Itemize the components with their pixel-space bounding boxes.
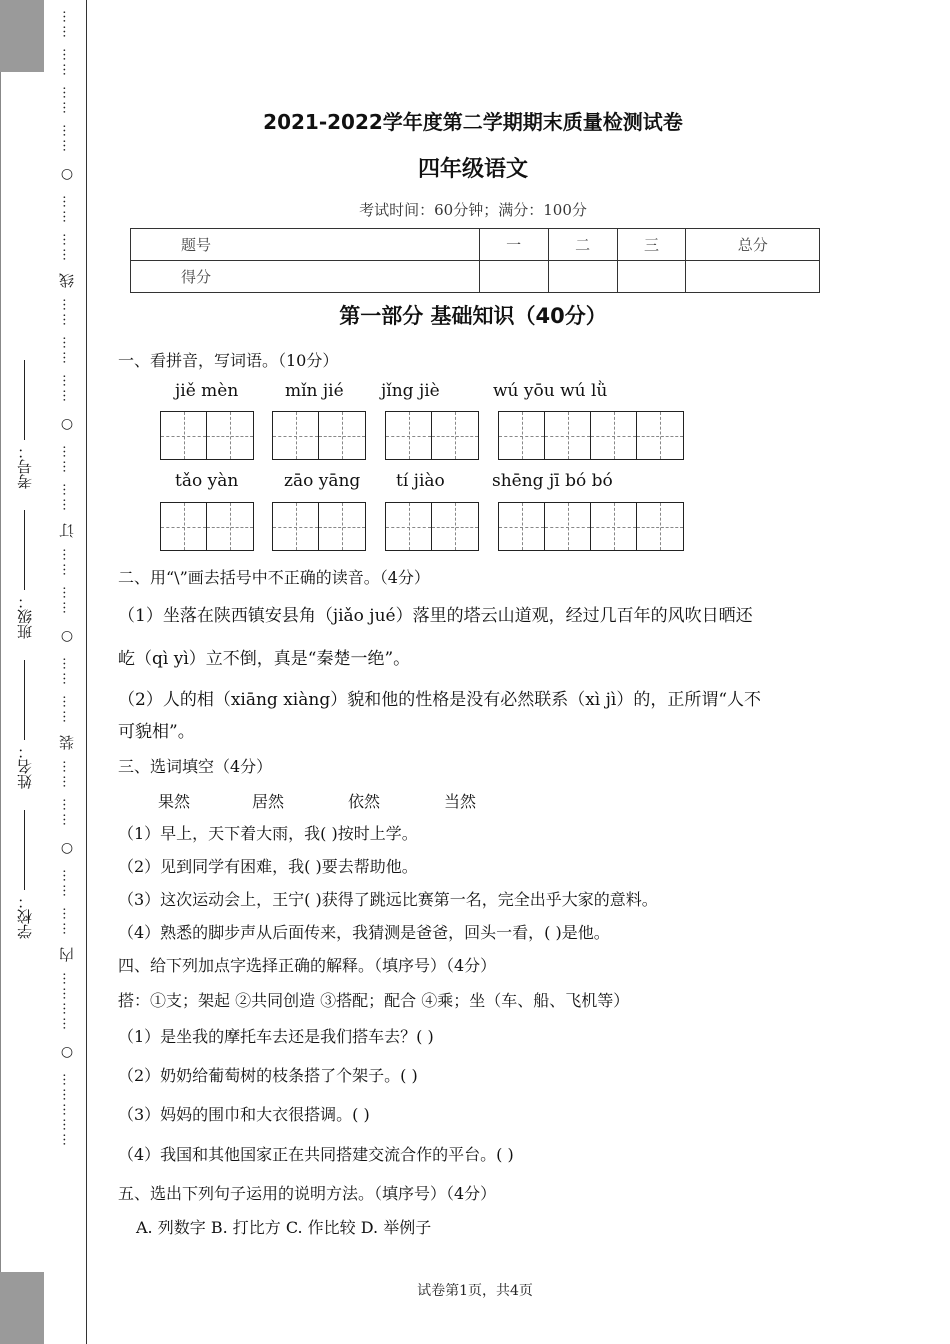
exam-info: 考试时间：60分钟；满分：100分 [359,201,587,219]
q4-sentence: （2）奶奶给葡萄树的枝条搭了个架子。( ) [118,1066,418,1085]
q5-title: 五、选出下列句子运用的说明方法。（填序号）（4分） [118,1184,497,1203]
student-info-fields [14,360,42,960]
seal-circle: ○ [60,166,74,182]
score-cell[interactable] [686,261,820,293]
q3-sentence: （1）早上，天下着大雨，我( )按时上学。 [118,824,418,843]
q3-sentence: （3）这次运动会上，王宁( )获得了跳远比赛第一名，完全出乎大家的意料。 [118,890,658,909]
word-choice: 果然 [158,792,191,811]
answer-grid[interactable] [160,502,254,551]
seal-mark-xian: 线 [57,273,76,288]
pinyin-label: zāo yāng [284,471,361,491]
binding-edge-line [86,0,87,1344]
score-header-cell: 二 [548,229,617,261]
answer-grid[interactable] [385,502,479,551]
pinyin-label: mǐn jié [285,381,344,401]
pinyin-label: jiě mèn [175,381,239,401]
field-underline [25,360,26,440]
score-cell[interactable] [479,261,548,293]
answer-grid[interactable] [498,502,684,551]
answer-grid[interactable] [272,502,366,551]
exam-subtitle: 四年级语文 [417,157,528,182]
q5-options: A. 列数字 B. 打比方 C. 作比较 D. 举例子 [136,1218,432,1237]
q4-sentence: （3）妈妈的围巾和大衣很搭调。( ) [118,1105,370,1124]
score-table [130,228,820,293]
pinyin-label: tǎo yàn [175,471,239,491]
field-name: 姓名： [14,660,35,789]
q2-title: 二、用“\”画去括号中不正确的读音。（4分） [118,568,430,587]
pinyin-label: shēng jī bó bó [492,471,613,491]
page-footer: 试卷第1页，共4页 [417,1283,533,1299]
q4-sentence: （1）是坐我的摩托车去还是我们搭车去？( ) [118,1027,434,1046]
q1-title: 一、看拼音，写词语。（10分） [118,351,339,370]
score-table-row [131,261,820,293]
pinyin-label: jǐng jiè [381,381,440,401]
score-cell[interactable] [548,261,617,293]
binding-strip [0,0,90,1344]
seal-circle: ○ [60,840,74,856]
seal-mark-zhuang: 装 [57,735,76,750]
answer-grid[interactable] [498,411,684,460]
field-class: 班级： [14,510,35,639]
pinyin-label: wú yōu wú lǜ [493,381,608,401]
word-choice: 当然 [444,792,477,811]
word-choice: 居然 [252,792,285,811]
answer-grid[interactable] [272,411,366,460]
exam-title: 2021-2022学年度第二学期期末质量检测试卷 [263,110,683,134]
q3-sentence: （4）熟悉的脚步声从后面传来，我猜测是爸爸，回头一看，( )是他。 [118,923,610,942]
seal-circle: ○ [60,416,74,432]
field-underline [25,810,26,890]
q2-sentence: （1）坐落在陕西镇安县角（jiǎo jué）落里的塔云山道观，经过几百年的风吹日晒还 [118,606,753,626]
q2-sentence: 可貌相”。 [118,722,195,742]
score-header-cell: 题号 [131,229,480,261]
score-header-cell: 三 [617,229,686,261]
field-underline [25,510,26,590]
score-header-cell: 总分 [686,229,820,261]
q3-sentence: （2）见到同学有困难，我( )要去帮助他。 [118,857,418,876]
q3-title: 三、选词填空（4分） [118,757,273,776]
seal-circle: ○ [60,628,74,644]
field-underline [25,660,26,740]
answer-grid[interactable] [385,411,479,460]
q4-title: 四、给下列加点字选择正确的解释。（填序号）（4分） [118,956,497,975]
word-choice: 依然 [348,792,381,811]
score-header-cell: 一 [479,229,548,261]
field-school: 学校： [14,810,35,939]
binding-gray-line [0,72,1,1272]
seal-circle: ○ [60,1044,74,1060]
q4-options: 搭：①支；架起 ②共同创造 ③搭配；配合 ④乘；坐（车、船、飞机等） [118,991,630,1010]
seal-mark-nei: 内 [57,947,76,962]
part-title: 第一部分 基础知识（40分） [339,304,607,328]
score-row-label: 得分 [131,261,480,293]
field-exam-number: 考号： [14,360,35,489]
q2-sentence: （2）人的相（xiāng xiàng）貌和他的性格是没有必然联系（xì jì）的，正所谓“人不 [118,690,762,710]
seal-line-column: …… …… …… …… ○ …… …… 线 …… …… …… ○ …… …… 订 …… …… ○ …… …… 装 …… …… ○ …… …… 内 ………… ○ …………… [57,10,76,1148]
seal-mark-ding: 订 [57,523,76,538]
q2-sentence: 屹（qì yì）立不倒，真是“秦楚一绝”。 [118,649,411,669]
score-table-header-row [131,229,820,261]
answer-grid[interactable] [160,411,254,460]
pinyin-label: tí jiào [396,471,445,491]
binding-gray-top [0,0,44,72]
score-cell[interactable] [617,261,686,293]
q4-sentence: （4）我国和其他国家正在共同搭建交流合作的平台。( ) [118,1145,514,1164]
